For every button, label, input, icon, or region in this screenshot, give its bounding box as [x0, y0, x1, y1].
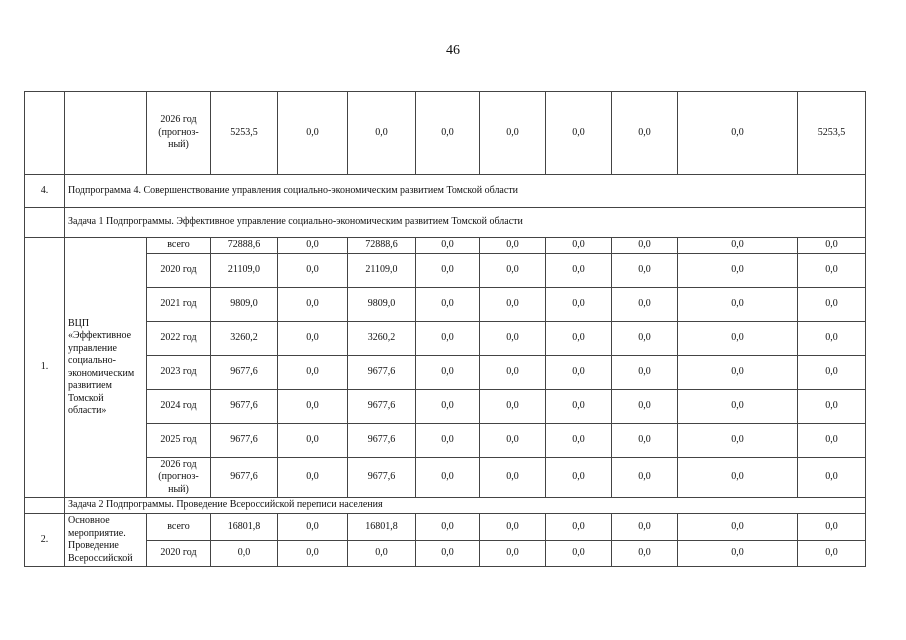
subprogram-number: 4. — [25, 175, 65, 208]
value-cell: 16801,8 — [348, 514, 416, 541]
value-cell: 5253,5 — [211, 92, 278, 175]
value-cell: 72888,6 — [348, 238, 416, 254]
value-cell: 0,0 — [678, 355, 798, 389]
value-cell: 0,0 — [546, 457, 612, 498]
value-cell: 0,0 — [480, 457, 546, 498]
table-row — [25, 253, 866, 287]
value-cell: 9809,0 — [348, 287, 416, 321]
value-cell: 0,0 — [278, 457, 348, 498]
value-cell: 0,0 — [416, 514, 480, 541]
value-cell: 0,0 — [798, 238, 866, 254]
value-cell: 0,0 — [612, 355, 678, 389]
value-cell: 0,0 — [612, 457, 678, 498]
value-cell: 0,0 — [480, 423, 546, 457]
table-row — [25, 92, 866, 175]
value-cell: 0,0 — [348, 540, 416, 567]
subprogram-row — [25, 175, 866, 208]
period-cell: всего — [147, 514, 211, 541]
value-cell: 0,0 — [546, 355, 612, 389]
value-cell: 0,0 — [278, 92, 348, 175]
value-cell: 21109,0 — [348, 253, 416, 287]
value-cell: 0,0 — [416, 355, 480, 389]
value-cell: 9677,6 — [348, 389, 416, 423]
value-cell: 0,0 — [278, 423, 348, 457]
subprogram-title: Подпрограмма 4. Совершенствование управления социально-экономическим развитием Томской области — [65, 175, 866, 208]
value-cell: 0,0 — [348, 92, 416, 175]
page-number: 46 — [446, 43, 460, 58]
value-cell: 0,0 — [612, 423, 678, 457]
period-cell: 2023 год — [147, 355, 211, 389]
value-cell: 0,0 — [678, 457, 798, 498]
value-cell: 0,0 — [278, 253, 348, 287]
value-cell: 0,0 — [798, 253, 866, 287]
value-cell: 0,0 — [480, 92, 546, 175]
value-cell: 9677,6 — [211, 423, 278, 457]
value-cell: 0,0 — [612, 540, 678, 567]
period-cell: всего — [147, 238, 211, 254]
value-cell: 0,0 — [612, 514, 678, 541]
value-cell: 0,0 — [416, 238, 480, 254]
period-cell: 2021 год — [147, 287, 211, 321]
table-row — [25, 287, 866, 321]
period-cell: 2025 год — [147, 423, 211, 457]
item-number: 1. — [25, 238, 65, 498]
value-cell: 0,0 — [278, 321, 348, 355]
value-cell: 0,0 — [612, 92, 678, 175]
task-title: Задача 1 Подпрограммы. Эффективное управление социально-экономическим развитием Томской области — [65, 208, 866, 238]
value-cell: 0,0 — [678, 287, 798, 321]
value-cell: 0,0 — [798, 514, 866, 541]
value-cell: 0,0 — [480, 355, 546, 389]
value-cell: 0,0 — [678, 238, 798, 254]
value-cell: 0,0 — [798, 389, 866, 423]
table-row — [25, 389, 866, 423]
number-cell — [25, 498, 65, 514]
value-cell: 0,0 — [480, 389, 546, 423]
value-cell: 0,0 — [278, 514, 348, 541]
value-cell: 0,0 — [278, 238, 348, 254]
value-cell: 0,0 — [678, 514, 798, 541]
value-cell: 0,0 — [612, 287, 678, 321]
value-cell: 0,0 — [546, 514, 612, 541]
value-cell: 0,0 — [678, 540, 798, 567]
value-cell: 0,0 — [416, 423, 480, 457]
period-cell: 2026 год (прогноз-ный) — [147, 92, 211, 175]
value-cell: 0,0 — [416, 389, 480, 423]
table-row — [25, 457, 866, 498]
value-cell: 0,0 — [416, 457, 480, 498]
item-name: Основное мероприятие. Проведение Всероссийской — [65, 514, 147, 567]
value-cell: 9809,0 — [211, 287, 278, 321]
value-cell: 0,0 — [480, 287, 546, 321]
value-cell: 0,0 — [798, 457, 866, 498]
value-cell: 9677,6 — [211, 457, 278, 498]
value-cell: 3260,2 — [348, 321, 416, 355]
value-cell: 0,0 — [480, 514, 546, 541]
value-cell: 0,0 — [546, 389, 612, 423]
value-cell: 9677,6 — [211, 355, 278, 389]
value-cell: 72888,6 — [211, 238, 278, 254]
table-row — [25, 238, 866, 254]
task-row — [25, 208, 866, 238]
period-cell: 2026 год (прогноз-ный) — [147, 457, 211, 498]
value-cell: 0,0 — [546, 540, 612, 567]
number-cell — [25, 208, 65, 238]
value-cell: 0,0 — [278, 355, 348, 389]
value-cell: 0,0 — [546, 287, 612, 321]
value-cell: 0,0 — [678, 253, 798, 287]
value-cell: 0,0 — [798, 423, 866, 457]
value-cell: 0,0 — [278, 287, 348, 321]
value-cell: 9677,6 — [348, 423, 416, 457]
value-cell: 21109,0 — [211, 253, 278, 287]
table-row — [25, 514, 866, 541]
value-cell: 0,0 — [612, 253, 678, 287]
value-cell: 0,0 — [416, 92, 480, 175]
item-name: ВЦП «Эффективное управление социально-экономическим развитием Томской области» — [65, 238, 147, 498]
value-cell: 9677,6 — [211, 389, 278, 423]
value-cell: 0,0 — [278, 389, 348, 423]
task-row — [25, 498, 866, 514]
value-cell: 0,0 — [612, 389, 678, 423]
period-cell: 2020 год — [147, 253, 211, 287]
value-cell: 0,0 — [678, 321, 798, 355]
value-cell: 0,0 — [798, 540, 866, 567]
item-number: 2. — [25, 514, 65, 567]
number-cell — [25, 92, 65, 175]
value-cell: 0,0 — [678, 423, 798, 457]
value-cell: 0,0 — [798, 321, 866, 355]
budget-table — [24, 91, 866, 567]
table-row — [25, 355, 866, 389]
value-cell: 0,0 — [798, 355, 866, 389]
value-cell: 0,0 — [546, 238, 612, 254]
value-cell: 0,0 — [211, 540, 278, 567]
value-cell: 0,0 — [480, 253, 546, 287]
value-cell: 0,0 — [612, 238, 678, 254]
value-cell: 0,0 — [480, 238, 546, 254]
value-cell: 0,0 — [678, 92, 798, 175]
period-cell: 2020 год — [147, 540, 211, 567]
task-title: Задача 2 Подпрограммы. Проведение Всероссийской переписи населения — [65, 498, 866, 514]
value-cell: 0,0 — [416, 253, 480, 287]
period-cell: 2022 год — [147, 321, 211, 355]
name-cell — [65, 92, 147, 175]
table-row — [25, 423, 866, 457]
value-cell: 0,0 — [480, 540, 546, 567]
value-cell: 0,0 — [480, 321, 546, 355]
value-cell: 0,0 — [798, 287, 866, 321]
value-cell: 0,0 — [416, 287, 480, 321]
value-cell: 0,0 — [416, 540, 480, 567]
value-cell: 16801,8 — [211, 514, 278, 541]
value-cell: 0,0 — [546, 423, 612, 457]
value-cell: 0,0 — [612, 321, 678, 355]
value-cell: 0,0 — [546, 92, 612, 175]
value-cell: 0,0 — [678, 389, 798, 423]
value-cell: 0,0 — [278, 540, 348, 567]
value-cell: 9677,6 — [348, 355, 416, 389]
period-cell: 2024 год — [147, 389, 211, 423]
value-cell: 0,0 — [546, 321, 612, 355]
value-cell: 9677,6 — [348, 457, 416, 498]
table-row — [25, 321, 866, 355]
value-cell: 0,0 — [416, 321, 480, 355]
value-cell: 3260,2 — [211, 321, 278, 355]
value-cell: 5253,5 — [798, 92, 866, 175]
table-row — [25, 540, 866, 567]
value-cell: 0,0 — [546, 253, 612, 287]
